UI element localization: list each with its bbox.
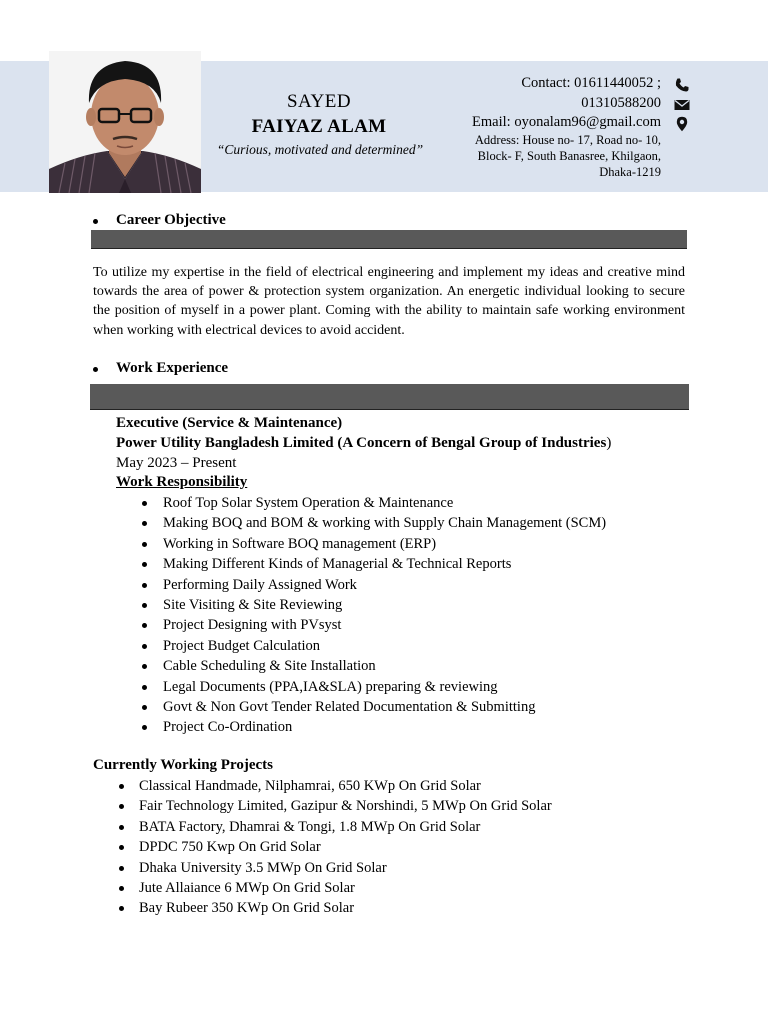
project-item — [116, 898, 552, 918]
bullet-dot — [119, 825, 124, 830]
project-item — [116, 878, 552, 898]
bullet-dot — [119, 784, 124, 789]
responsibility-item — [139, 554, 606, 574]
responsibility-item — [139, 513, 606, 533]
responsibility-item — [139, 656, 606, 676]
responsibility-item-text: Making Different Kinds of Managerial & Technical Reports — [163, 556, 512, 573]
responsibility-item — [139, 595, 606, 615]
responsibility-item-text: Roof Top Solar System Operation & Maintenance — [163, 495, 454, 511]
bullet-dot — [119, 866, 124, 871]
bullet-dot — [142, 521, 147, 526]
responsibility-item — [139, 697, 606, 717]
address-line-3: Dhaka-1219 — [599, 165, 661, 179]
bullet-dot — [142, 664, 147, 669]
responsibility-item — [139, 717, 606, 737]
bullet-dot — [142, 603, 147, 608]
bullet-dot — [142, 623, 147, 628]
responsibility-item — [139, 575, 606, 595]
responsibility-item — [139, 677, 606, 697]
responsibility-item-text: Project Co-Ordination — [163, 719, 293, 736]
responsibility-item — [139, 534, 606, 554]
responsibility-item-text: Making BOQ and BOM & working with Supply Chain Management (SCM) — [163, 515, 607, 532]
address-line-1: Address: House no- 17, Road no- 10, — [474, 133, 661, 147]
phone-icon — [674, 77, 690, 93]
bullet-dot — [142, 705, 147, 710]
responsibility-item-text: Legal Documents (PPA,IA&SLA) preparing & reviewing — [163, 678, 498, 695]
project-item-text: Fair Technology Limited, Gazipur & Norshindi, 5 MWp On Grid Solar — [139, 798, 552, 815]
project-item — [116, 776, 552, 796]
project-item-text: Dhaka University 3.5 MWp On Grid Solar — [139, 859, 387, 876]
envelope-icon — [674, 97, 690, 113]
responsibility-item — [139, 636, 606, 656]
work-responsibility-title: Work Responsibility — [116, 474, 248, 490]
project-item-text: Classical Handmade, Nilphamrai, 650 KWp On Grid Solar — [139, 778, 481, 794]
responsibility-item-text: Performing Daily Assigned Work — [163, 576, 357, 593]
career-objective-text: To utilize my expertise in the field of electrical engineering and implement my ideas and creative mind towards the area of power & protection system organization. An energetic individual looking to secure the position of myself in a power plant. Coming with the ability to maintain safe working environment when working with electrical devices to avoid accident. — [93, 265, 685, 338]
project-item-text: BATA Factory, Dhamrai & Tongi, 1.8 MWp On Grid Solar — [139, 818, 481, 835]
location-pin-icon — [674, 116, 690, 132]
responsibility-item — [139, 615, 606, 635]
project-item — [116, 796, 552, 816]
project-item — [116, 817, 552, 837]
job-role: Executive (Service & Maintenance) — [116, 415, 343, 431]
bullet-dot — [119, 906, 124, 911]
section-divider-bar — [90, 384, 689, 410]
projects-list — [116, 776, 552, 919]
section-divider-bar — [91, 230, 687, 249]
responsibility-list — [139, 493, 606, 738]
tagline: “Curious, motivated and determined” — [216, 142, 424, 157]
bullet-dot — [142, 685, 147, 690]
responsibility-item-text: Cable Scheduling & Site Installation — [163, 658, 376, 675]
bullet-dot — [142, 542, 147, 547]
project-item-text: DPDC 750 Kwp On Grid Solar — [139, 839, 321, 856]
project-item-text: Jute Allaiance 6 MWp On Grid Solar — [139, 879, 355, 896]
responsibility-item-text: Project Designing with PVsyst — [163, 617, 342, 634]
bullet-dot — [119, 804, 124, 809]
contact-email — [472, 114, 661, 131]
bullet-dot — [142, 644, 147, 649]
responsibility-item-text: Site Visiting & Site Reviewing — [163, 596, 343, 613]
first-name: SAYED — [286, 91, 352, 112]
company-name-bold: Power Utility Bangladesh Limited (A Concern of Bengal Group of Industries — [116, 435, 607, 451]
project-item — [116, 858, 552, 878]
address-line-2: Block- F, South Banasree, Khilgaon, — [477, 149, 661, 163]
bullet-dot — [119, 845, 124, 850]
bullet-dot — [142, 725, 147, 730]
bullet-dot — [142, 562, 147, 567]
email-label: Email: — [472, 114, 515, 130]
profile-photo — [49, 51, 201, 193]
contact-phone-primary: Contact: 01611440052 ; — [521, 75, 661, 91]
responsibility-item-text: Project Budget Calculation — [163, 637, 321, 654]
company-name — [116, 435, 611, 452]
bullet-dot — [142, 501, 147, 506]
project-item-text: Bay Rubeer 350 KWp On Grid Solar — [139, 900, 355, 917]
section-bullet — [93, 367, 98, 372]
contact-phone-secondary: 01310588200 — [581, 95, 661, 111]
section-bullet — [93, 219, 98, 224]
email-value[interactable]: oyonalam96@gmail.com — [514, 114, 661, 130]
responsibility-item — [139, 493, 606, 513]
company-name-tail: ) — [606, 435, 612, 451]
bullet-dot — [142, 583, 147, 588]
responsibility-item-text: Govt & Non Govt Tender Related Documentation & Submitting — [163, 698, 536, 715]
job-period: May 2023 – Present — [116, 455, 237, 471]
career-objective-title: Career Objective — [116, 212, 226, 228]
bullet-dot — [119, 886, 124, 891]
last-name: FAIYAZ ALAM — [251, 116, 387, 137]
work-experience-title: Work Experience — [116, 360, 229, 376]
responsibility-item-text: Working in Software BOQ management (ERP) — [163, 535, 437, 552]
projects-title: Currently Working Projects — [93, 757, 273, 773]
project-item — [116, 837, 552, 857]
